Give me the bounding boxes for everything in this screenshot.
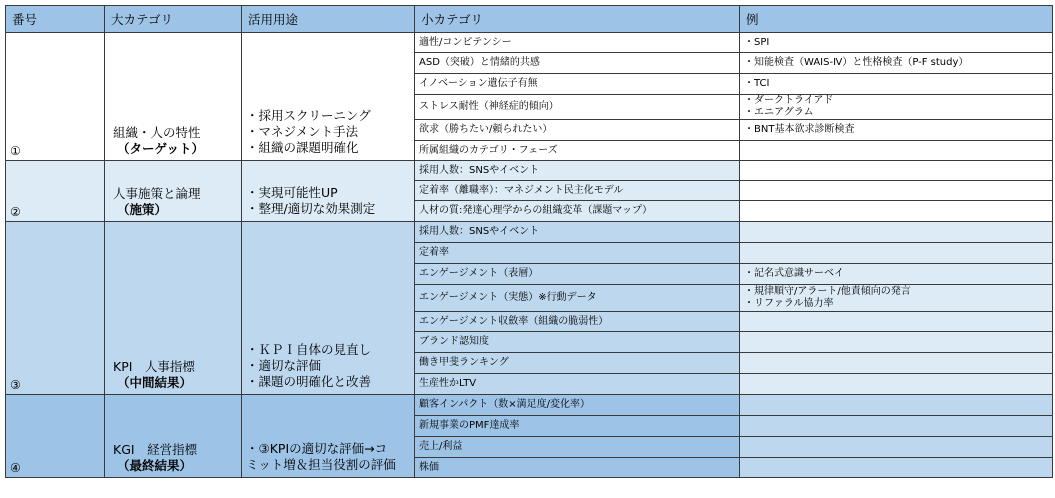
minor-category-cell[interactable]: ストレス耐性（神経症的傾向） xyxy=(415,95,740,120)
example-cell[interactable] xyxy=(740,353,1053,374)
example-cell[interactable] xyxy=(740,458,1053,478)
example-cell[interactable] xyxy=(740,33,1053,53)
group-number-cell[interactable]: ④ xyxy=(6,395,105,478)
minor-category-cell[interactable]: 適性/コンピテンシー xyxy=(415,33,740,53)
minor-category-cell[interactable]: 所属組織のカテゴリ・フェーズ xyxy=(415,141,740,161)
major-category-role: （施策） xyxy=(117,202,168,217)
table-row xyxy=(6,33,1053,53)
table-body xyxy=(6,33,1053,478)
minor-category-cell[interactable]: 人材の質:発達心理学からの組織変革（課題マップ） xyxy=(415,201,740,222)
major-category-role: （中間結果） xyxy=(117,375,193,390)
major-category-role: （最終結果） xyxy=(117,458,193,473)
major-category-cell[interactable] xyxy=(105,33,242,161)
usage-line: ・課題の明確化と改善 xyxy=(246,374,372,389)
example-cell[interactable] xyxy=(740,437,1053,458)
minor-category-cell[interactable]: エンゲージメント収斂率（組織の脆弱性） xyxy=(415,312,740,332)
example-cell[interactable] xyxy=(740,332,1053,353)
minor-category-cell[interactable]: 欲求（勝ちたい/頼られたい） xyxy=(415,120,740,141)
minor-category-cell[interactable]: 採用人数：SNSやイベント xyxy=(415,222,740,243)
usage-cell[interactable] xyxy=(242,395,415,478)
example-cell[interactable] xyxy=(740,161,1053,181)
major-category-cell[interactable] xyxy=(105,395,242,478)
example-cell[interactable] xyxy=(740,285,1053,312)
example-cell[interactable] xyxy=(740,95,1053,120)
usage-line: ・整理/適切な効果測定 xyxy=(246,201,376,216)
major-category-name: 人事施策と論理 xyxy=(113,186,201,201)
example-cell[interactable] xyxy=(740,264,1053,285)
minor-category-cell[interactable]: イノベーション遺伝子有無 xyxy=(415,74,740,95)
usage-line: ・適切な評価 xyxy=(246,358,322,373)
major-category-role: （ターゲット） xyxy=(117,141,205,156)
example-cell[interactable] xyxy=(740,243,1053,264)
usage-cell[interactable] xyxy=(242,161,415,222)
example-cell[interactable] xyxy=(740,181,1053,201)
minor-category-cell[interactable]: 定着率 xyxy=(415,243,740,264)
group-number-cell[interactable]: ① xyxy=(6,33,105,161)
header-major[interactable]: 大カテゴリ xyxy=(105,6,242,33)
category-table xyxy=(5,5,1053,478)
minor-category-cell[interactable]: エンゲージメント（表層） xyxy=(415,264,740,285)
usage-line: ・採用スクリーニング xyxy=(246,108,371,123)
spreadsheet xyxy=(5,5,1052,495)
example-cell[interactable] xyxy=(740,120,1053,141)
header-usage[interactable]: 活用用途 xyxy=(242,6,415,33)
usage-line: ・マネジメント手法 xyxy=(246,124,359,139)
example-cell[interactable] xyxy=(740,141,1053,161)
minor-category-cell[interactable]: エンゲージメント（実態）※行動データ xyxy=(415,285,740,312)
major-category-name: 組織・人の特性 xyxy=(113,125,201,140)
example-cell[interactable] xyxy=(740,201,1053,222)
usage-line: ・組織の課題明確化 xyxy=(246,140,359,155)
example-line: ・エニアグラム xyxy=(744,107,814,118)
header-row xyxy=(6,6,1053,33)
minor-category-cell[interactable]: 売上/利益 xyxy=(415,437,740,458)
example-line: ・SPI xyxy=(744,36,770,48)
minor-category-cell[interactable]: 顧客インパクト（数×満足度/変化率） xyxy=(415,395,740,416)
table-row xyxy=(6,395,1053,416)
minor-category-cell[interactable]: 新規事業のPMF達成率 xyxy=(415,416,740,437)
usage-cell[interactable] xyxy=(242,222,415,395)
usage-line: ・実現可能性UP xyxy=(246,185,338,200)
major-category-name: KPI 人事指標 xyxy=(113,359,195,374)
major-category-cell[interactable] xyxy=(105,161,242,222)
example-line: ・TCI xyxy=(744,78,770,89)
minor-category-cell[interactable]: ブランド認知度 xyxy=(415,332,740,353)
example-line: ・規律順守/アラート/他責傾向の発言 xyxy=(744,286,911,297)
usage-line: ・③KPIの適切な評価→コ xyxy=(246,441,388,456)
usage-line: ・ＫＰＩ自体の見直し xyxy=(246,342,372,357)
usage-line: ミット増＆担当役割の評価 xyxy=(246,457,396,472)
table-row xyxy=(6,222,1053,243)
minor-category-cell[interactable]: 株価 xyxy=(415,458,740,478)
minor-category-cell[interactable]: ASD（突破）と情緒的共感 xyxy=(415,53,740,74)
example-line: ・記名式意識サーベイ xyxy=(744,268,844,279)
major-category-cell[interactable] xyxy=(105,222,242,395)
minor-category-cell[interactable]: 採用人数：SNSやイベント xyxy=(415,161,740,181)
header-num[interactable]: 番号 xyxy=(6,6,105,33)
example-line: ・BNT基本欲求診断検査 xyxy=(744,124,855,135)
example-line: ・ダークトライアド xyxy=(744,95,834,106)
group-number-cell[interactable]: ② xyxy=(6,161,105,222)
example-cell[interactable] xyxy=(740,53,1053,74)
example-cell[interactable] xyxy=(740,395,1053,416)
example-cell[interactable] xyxy=(740,222,1053,243)
header-minor[interactable]: 小カテゴリ xyxy=(415,6,740,33)
example-line: ・知能検査（WAIS-Ⅳ）と性格検査（P-F study） xyxy=(744,57,969,68)
example-cell[interactable] xyxy=(740,74,1053,95)
major-category-name: KGI 経営指標 xyxy=(113,442,198,457)
header-example[interactable]: 例 xyxy=(740,6,1053,33)
group-number-cell[interactable]: ③ xyxy=(6,222,105,395)
example-cell[interactable] xyxy=(740,416,1053,437)
example-line: ・リファラル協力率 xyxy=(744,298,834,309)
example-cell[interactable] xyxy=(740,312,1053,332)
minor-category-cell[interactable]: 生産性かLTV xyxy=(415,374,740,395)
minor-category-cell[interactable]: 働き甲斐ランキング xyxy=(415,353,740,374)
minor-category-cell[interactable]: 定着率（離職率）：マネジメント民主化モデル xyxy=(415,181,740,201)
usage-cell[interactable] xyxy=(242,33,415,161)
table-row xyxy=(6,161,1053,181)
example-cell[interactable] xyxy=(740,374,1053,395)
